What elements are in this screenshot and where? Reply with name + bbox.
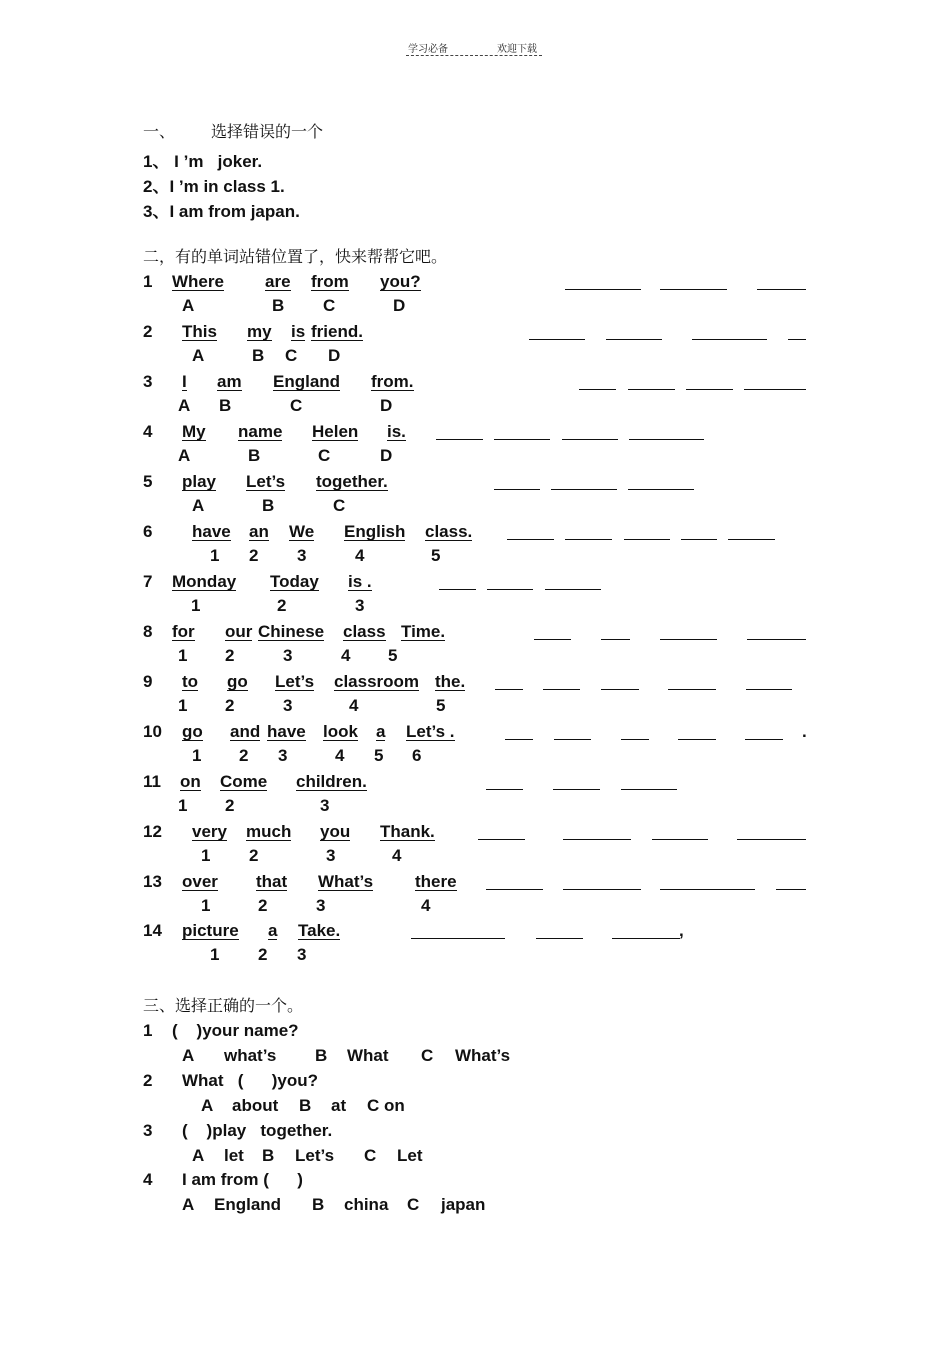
answer-option[interactable]: Let’s [295, 1146, 335, 1165]
scrambled-word [227, 672, 248, 692]
answer-blank[interactable] [692, 339, 767, 340]
section2-title: 二，有的单词站错位置了，快来帮帮它吧。 [143, 247, 448, 266]
scrambled-word-text: on [180, 772, 201, 791]
word-label: D [393, 296, 406, 315]
answer-blank[interactable] [728, 539, 775, 540]
question-stem: ( )play together. [182, 1121, 333, 1140]
scrambled-word-text: have [267, 722, 306, 741]
word-label: 1 [178, 796, 188, 815]
scrambled-word-text: classroom [334, 672, 420, 691]
scrambled-word-text: What’s [318, 872, 374, 891]
word-label: 3 [278, 746, 288, 765]
answer-blank[interactable] [776, 889, 806, 890]
question-number: 9 [143, 672, 153, 691]
scrambled-word [238, 422, 282, 442]
answer-blank[interactable] [562, 439, 618, 440]
answer-blank[interactable] [747, 639, 806, 640]
word-label: 3 [355, 596, 365, 615]
word-label: B [248, 446, 261, 465]
answer-blank[interactable] [487, 589, 533, 590]
header-left: 学习必备 [408, 44, 448, 55]
scrambled-word-text: Chinese [258, 622, 325, 641]
word-label: 5 [431, 546, 441, 565]
scrambled-word-text: an [249, 522, 269, 541]
scrambled-word [344, 522, 405, 542]
word-label: 2 [249, 846, 259, 865]
question-number: 13 [143, 872, 162, 891]
scrambled-word [323, 722, 358, 742]
answer-option[interactable]: C [421, 1046, 434, 1065]
scrambled-word-text: have [192, 522, 231, 541]
scrambled-word-text: Monday [172, 572, 237, 591]
word-label: 1 [192, 746, 202, 765]
question-number: 11 [143, 772, 161, 791]
word-label: 1 [201, 846, 211, 865]
answer-blank[interactable] [534, 639, 571, 640]
question-number: 3 [143, 372, 153, 391]
word-label: 4 [392, 846, 402, 865]
word-label: 2 [225, 646, 235, 665]
scrambled-word [182, 872, 218, 892]
answer-option[interactable]: B [315, 1046, 328, 1065]
section1-item: 2、I ’m in class 1. [143, 177, 285, 196]
scrambled-word-text: This [182, 322, 217, 341]
answer-blank[interactable] [757, 289, 806, 290]
word-label: 4 [355, 546, 365, 565]
scrambled-word [182, 422, 206, 442]
answer-option[interactable]: C [364, 1146, 377, 1165]
word-label: 3 [283, 696, 293, 715]
scrambled-word [172, 272, 224, 292]
answer-blank[interactable] [505, 739, 533, 740]
answer-option[interactable]: Let [397, 1146, 423, 1165]
answer-blank[interactable] [744, 389, 806, 390]
scrambled-word-text: We [289, 522, 315, 541]
scrambled-word [182, 672, 198, 692]
scrambled-word [275, 672, 314, 692]
word-label: 3 [283, 646, 293, 665]
word-label: C [333, 496, 346, 515]
answer-blank[interactable] [628, 389, 675, 390]
word-label: 2 [258, 896, 268, 915]
scrambled-word [217, 372, 242, 392]
scrambled-word-text: friend. [311, 322, 363, 341]
scrambled-word [311, 322, 363, 342]
scrambled-word-text: my [247, 322, 272, 341]
section1-item: 1、 I ’m joker. [143, 152, 263, 171]
scrambled-word-text: the. [435, 672, 466, 691]
answer-option[interactable]: C on [367, 1096, 405, 1115]
scrambled-word-text: for [172, 622, 195, 641]
answer-blank[interactable] [746, 689, 792, 690]
scrambled-word-text: go [182, 722, 203, 741]
answer-option[interactable]: What’s [455, 1046, 511, 1065]
answer-blank[interactable] [543, 689, 580, 690]
answer-option[interactable]: A [192, 1146, 205, 1165]
scrambled-word [348, 572, 372, 592]
scrambled-word-text: you? [380, 272, 421, 291]
scrambled-word-text: Let’s . [406, 722, 455, 741]
scrambled-word [371, 372, 414, 392]
scrambled-word [247, 322, 272, 342]
question-number: 8 [143, 622, 153, 641]
word-label: C [323, 296, 336, 315]
scrambled-word-text: Today [270, 572, 319, 591]
answer-blank[interactable] [536, 938, 583, 939]
question-stem: I am from ( ) [182, 1170, 303, 1189]
scrambled-word-text: Time. [401, 622, 446, 641]
scrambled-word [265, 272, 291, 292]
scrambled-word-text: from. [371, 372, 414, 391]
answer-blank[interactable] [551, 489, 617, 490]
scrambled-word [401, 622, 445, 642]
question-stem: ( )your name? [172, 1021, 299, 1040]
answer-blank[interactable] [439, 589, 476, 590]
word-label: A [192, 496, 205, 515]
word-label: 1 [191, 596, 201, 615]
scrambled-word [220, 772, 267, 792]
answer-option[interactable]: what’s [224, 1046, 277, 1065]
scrambled-word [172, 572, 236, 592]
answer-blank[interactable] [745, 739, 783, 740]
scrambled-word-text: am [217, 372, 242, 391]
answer-blank[interactable] [486, 789, 523, 790]
scrambled-word [267, 722, 306, 742]
word-label: 4 [341, 646, 351, 665]
answer-blank[interactable] [545, 589, 601, 590]
scrambled-word [182, 322, 217, 342]
answer-option[interactable]: A [182, 1046, 195, 1065]
question-number: 7 [143, 572, 153, 591]
answer-blank[interactable] [553, 789, 600, 790]
answer-blank[interactable] [563, 839, 631, 840]
answer-blank[interactable] [624, 539, 670, 540]
answer-blank[interactable] [494, 489, 540, 490]
word-label: 5 [374, 746, 384, 765]
answer-blank[interactable] [660, 289, 727, 290]
scrambled-word [298, 921, 340, 941]
scrambled-word-text: England [273, 372, 341, 391]
word-label: D [380, 396, 393, 415]
answer-blank[interactable] [563, 889, 641, 890]
scrambled-word [249, 522, 269, 542]
scrambled-word-text: play [182, 472, 217, 491]
answer-option[interactable]: B [262, 1146, 275, 1165]
section1-item: 3、I am from japan. [143, 202, 300, 221]
answer-blank[interactable] [621, 789, 677, 790]
answer-blank[interactable] [529, 339, 585, 340]
answer-blank[interactable] [621, 739, 649, 740]
word-label: A [178, 446, 191, 465]
word-label: 6 [412, 746, 422, 765]
scrambled-word [270, 572, 319, 592]
section1-title: 选择错误的一个 [211, 122, 324, 141]
question-number: 4 [143, 422, 153, 441]
scrambled-word-text: My [182, 422, 206, 441]
scrambled-word [289, 522, 314, 542]
answer-option[interactable]: What [347, 1046, 389, 1065]
answer-option[interactable]: let [224, 1146, 244, 1165]
word-label: 5 [388, 646, 398, 665]
scrambled-word-text: and [230, 722, 261, 741]
section1-number: 一、 [143, 122, 176, 141]
question-number: 2 [143, 1071, 153, 1090]
answer-blank[interactable] [660, 639, 717, 640]
answer-blank[interactable] [629, 439, 704, 440]
scrambled-word-text: that [256, 872, 288, 891]
scrambled-word [406, 722, 455, 742]
scrambled-word [320, 822, 350, 842]
answer-blank[interactable] [606, 339, 662, 340]
scrambled-word [291, 322, 305, 342]
answer-option[interactable]: A [182, 1195, 195, 1214]
scrambled-word [334, 672, 419, 692]
scrambled-word-text: is. [387, 422, 406, 441]
answer-blank[interactable] [668, 689, 716, 690]
scrambled-word [311, 272, 349, 292]
question-number: 2 [143, 322, 153, 341]
answer-option[interactable]: at [331, 1096, 347, 1115]
scrambled-word-text: class. [425, 522, 473, 541]
word-label: 2 [239, 746, 249, 765]
scrambled-word-text: is . [348, 572, 372, 591]
scrambled-word-text: from [311, 272, 349, 291]
scrambled-word [435, 672, 465, 692]
word-label: 4 [421, 896, 431, 915]
word-label: C [285, 346, 298, 365]
scrambled-word-text: together. [316, 472, 388, 491]
scrambled-word [182, 722, 203, 742]
scrambled-word [343, 622, 386, 642]
answer-blank[interactable] [554, 739, 591, 740]
word-label: 1 [210, 945, 220, 964]
scrambled-word [268, 921, 277, 941]
scrambled-word-text: Thank. [380, 822, 435, 841]
scrambled-word [415, 872, 457, 892]
question-number: 4 [143, 1170, 153, 1189]
question-number: 10 [143, 722, 162, 741]
scrambled-word [296, 772, 367, 792]
answer-option[interactable]: japan [441, 1195, 486, 1214]
word-label: 2 [225, 696, 235, 715]
word-label: 3 [297, 945, 307, 964]
scrambled-word-text: Take. [298, 921, 341, 940]
answer-blank[interactable] [436, 439, 483, 440]
answer-blank[interactable] [737, 839, 806, 840]
word-label: 3 [326, 846, 336, 865]
word-label: 3 [316, 896, 326, 915]
scrambled-word [316, 472, 388, 492]
word-label: B [262, 496, 275, 515]
answer-blank[interactable] [660, 889, 755, 890]
answer-blank[interactable] [601, 689, 639, 690]
answer-blank[interactable] [678, 739, 716, 740]
word-label: 4 [335, 746, 345, 765]
scrambled-word-text: Come [220, 772, 268, 791]
scrambled-word-text: class [343, 622, 386, 641]
scrambled-word-text: Let’s [275, 672, 315, 691]
word-label: B [219, 396, 232, 415]
scrambled-word [172, 622, 195, 642]
trailing-punctuation: , [679, 921, 684, 940]
scrambled-word-text: much [246, 822, 292, 841]
answer-option[interactable]: about [232, 1096, 279, 1115]
scrambled-word [192, 522, 231, 542]
scrambled-word [246, 472, 285, 492]
word-label: 4 [349, 696, 359, 715]
word-label: 3 [320, 796, 330, 815]
scrambled-word [387, 422, 406, 442]
question-number: 5 [143, 472, 153, 491]
answer-blank[interactable] [478, 839, 525, 840]
word-label: 1 [178, 646, 188, 665]
word-label: 2 [225, 796, 235, 815]
header-right: 欢迎下载 [497, 44, 537, 55]
word-label: 2 [249, 546, 259, 565]
answer-blank[interactable] [494, 439, 550, 440]
question-number: 14 [143, 921, 162, 940]
answer-blank[interactable] [628, 489, 694, 490]
word-label: 3 [297, 546, 307, 565]
scrambled-word [246, 822, 291, 842]
word-label: C [318, 446, 331, 465]
scrambled-word [380, 822, 435, 842]
scrambled-word-text: to [182, 672, 199, 691]
scrambled-word [380, 272, 421, 292]
scrambled-word-text: look [323, 722, 358, 741]
scrambled-word [312, 422, 358, 442]
answer-blank[interactable] [565, 539, 612, 540]
question-number: 1 [143, 1021, 153, 1040]
scrambled-word [180, 772, 201, 792]
question-number: 6 [143, 522, 153, 541]
answer-blank[interactable] [486, 889, 543, 890]
answer-blank[interactable] [507, 539, 554, 540]
word-label: D [328, 346, 341, 365]
answer-option[interactable]: china [344, 1195, 389, 1214]
answer-blank[interactable] [612, 938, 680, 939]
scrambled-word [256, 872, 287, 892]
scrambled-word-text: over [182, 872, 218, 891]
scrambled-word-text: Let’s [246, 472, 286, 491]
answer-option[interactable]: C [407, 1195, 420, 1214]
word-label: D [380, 446, 393, 465]
scrambled-word [258, 622, 324, 642]
answer-blank[interactable] [411, 938, 505, 939]
word-label: 1 [210, 546, 220, 565]
scrambled-word-text: very [192, 822, 227, 841]
scrambled-word [182, 472, 216, 492]
answer-option[interactable]: England [214, 1195, 282, 1214]
word-label: 1 [178, 696, 188, 715]
scrambled-word [192, 822, 227, 842]
answer-blank[interactable] [681, 539, 717, 540]
scrambled-word [318, 872, 373, 892]
scrambled-word [376, 722, 385, 742]
scrambled-word [225, 622, 252, 642]
answer-blank[interactable] [686, 389, 733, 390]
word-label: 2 [258, 945, 268, 964]
answer-blank[interactable] [495, 689, 523, 690]
scrambled-word [182, 372, 187, 392]
word-label: B [272, 296, 285, 315]
word-label: A [182, 296, 195, 315]
section3-title: 三、选择正确的一个。 [143, 996, 304, 1015]
word-label: C [290, 396, 303, 415]
scrambled-word-text: go [227, 672, 248, 691]
answer-blank[interactable] [788, 339, 806, 340]
scrambled-word-text: are [265, 272, 291, 291]
word-label: A [178, 396, 191, 415]
question-number: 12 [143, 822, 162, 841]
scrambled-word-text: is [291, 322, 306, 341]
scrambled-word-text: I [182, 372, 187, 391]
answer-blank[interactable] [565, 289, 641, 290]
answer-blank[interactable] [601, 639, 630, 640]
header-divider [406, 55, 542, 56]
scrambled-word-text: a [376, 722, 386, 741]
scrambled-word-text: Where [172, 272, 224, 291]
scrambled-word-text: a [268, 921, 278, 940]
answer-blank[interactable] [579, 389, 616, 390]
word-label: 1 [201, 896, 211, 915]
scrambled-word [273, 372, 340, 392]
scrambled-word [230, 722, 260, 742]
answer-option[interactable]: B [299, 1096, 312, 1115]
scrambled-word [425, 522, 472, 542]
answer-option[interactable]: B [312, 1195, 325, 1214]
scrambled-word [182, 921, 239, 941]
scrambled-word-text: you [320, 822, 351, 841]
scrambled-word-text: children. [296, 772, 367, 791]
question-stem: What ( )you? [182, 1071, 318, 1090]
word-label: 2 [277, 596, 287, 615]
scrambled-word-text: Helen [312, 422, 359, 441]
word-label: A [192, 346, 205, 365]
scrambled-word-text: there [415, 872, 457, 891]
question-number: 1 [143, 272, 153, 291]
trailing-punctuation: . [802, 722, 807, 741]
scrambled-word-text: our [225, 622, 253, 641]
scrambled-word-text: picture [182, 921, 239, 940]
question-number: 3 [143, 1121, 153, 1140]
scrambled-word-text: English [344, 522, 406, 541]
scrambled-word-text: name [238, 422, 283, 441]
answer-blank[interactable] [652, 839, 708, 840]
answer-option[interactable]: A [201, 1096, 214, 1115]
word-label: 5 [436, 696, 446, 715]
word-label: B [252, 346, 265, 365]
